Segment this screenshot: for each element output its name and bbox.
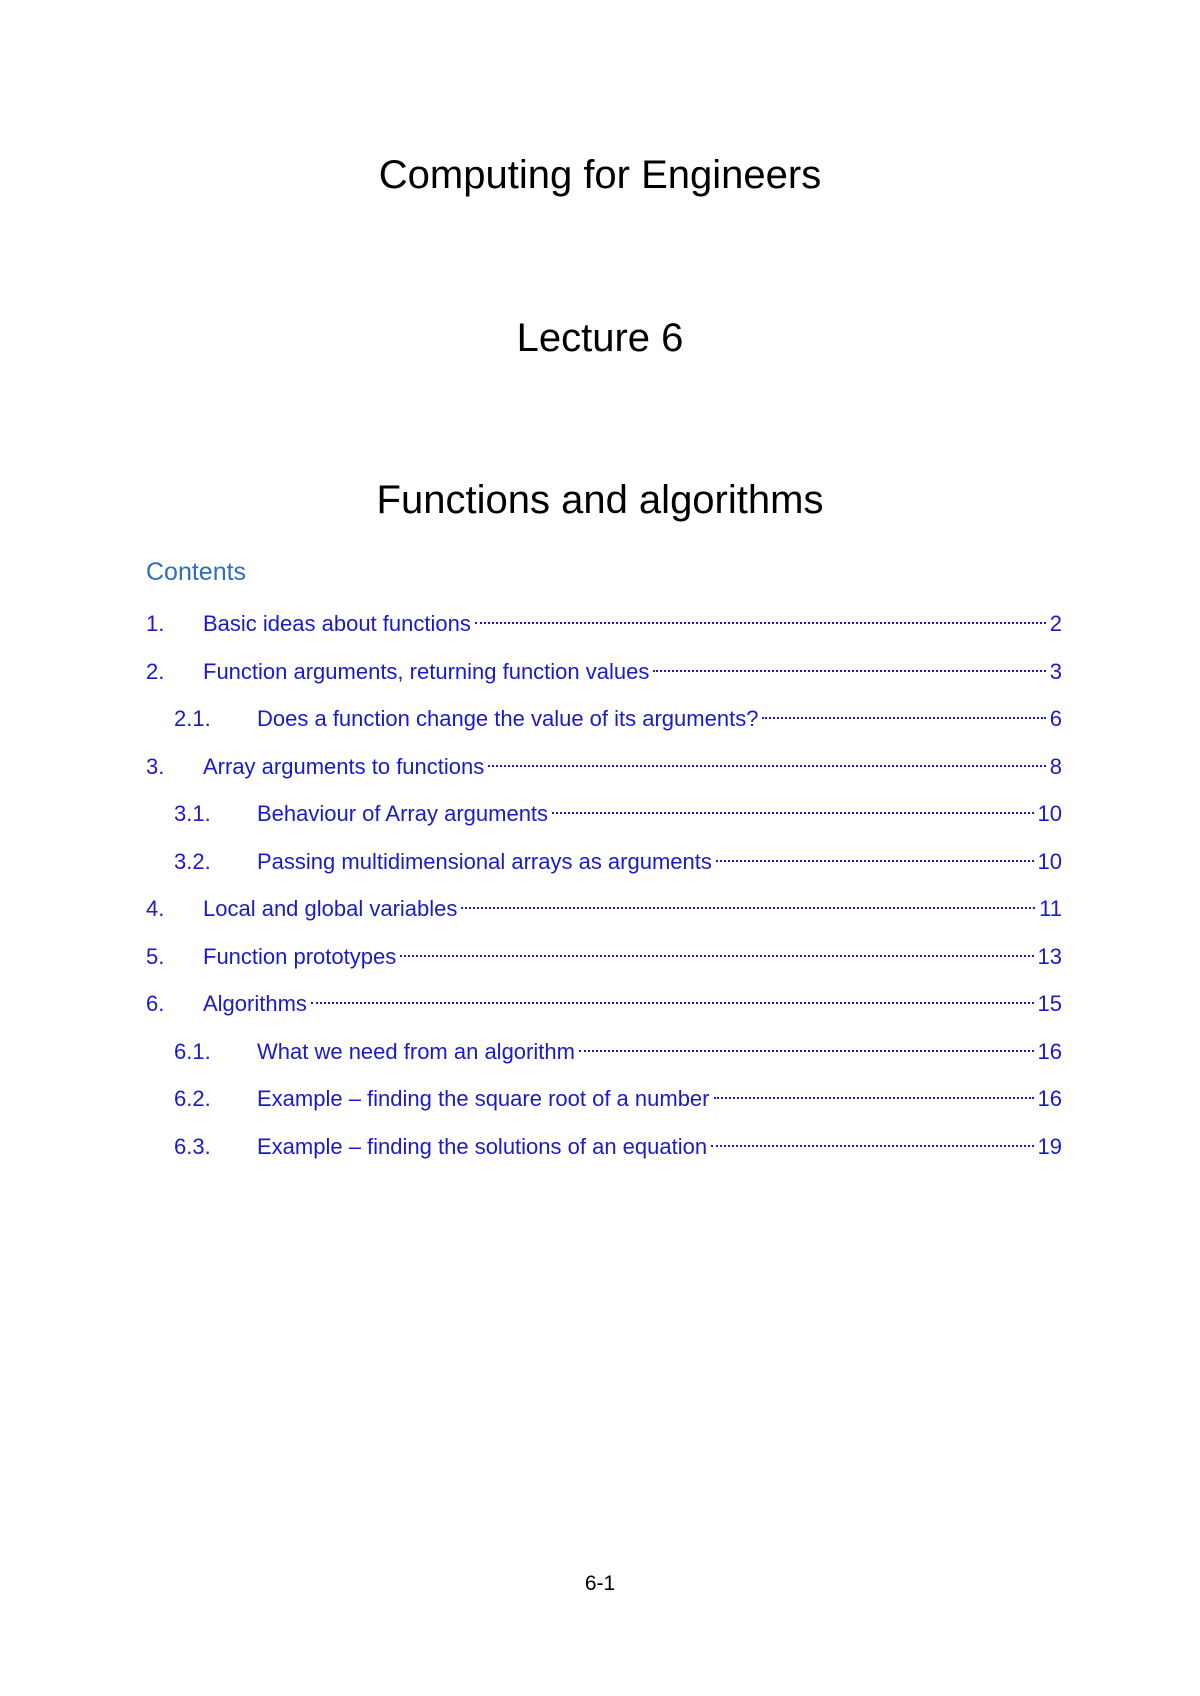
toc-dot-leader — [762, 696, 1045, 726]
toc-entry-page: 13 — [1037, 943, 1062, 969]
toc-entry-number: 2.1. — [174, 706, 211, 731]
toc-dot-leader — [711, 1124, 1033, 1154]
toc-entry-number: 6. — [146, 991, 165, 1016]
toc-entry-title: Function prototypes — [203, 943, 397, 969]
toc-dot-leader — [579, 1029, 1034, 1059]
toc-entry[interactable] — [146, 744, 1062, 792]
toc-dot-leader — [653, 649, 1045, 679]
toc-entry-number: 3.1. — [174, 801, 211, 826]
toc-entry-title: Behaviour of Array arguments — [257, 801, 549, 826]
toc-entry-number: 6.2. — [174, 1086, 211, 1111]
toc-entry[interactable] — [146, 696, 1062, 744]
toc-entry[interactable] — [146, 601, 1062, 649]
toc-entry[interactable] — [146, 981, 1062, 1029]
toc-entry-title: Local and global variables — [203, 896, 458, 921]
toc-entry-number: 3. — [146, 753, 165, 779]
toc-entry-number: 6.1. — [174, 1038, 211, 1064]
toc-dot-leader — [461, 886, 1035, 916]
document-title: Computing for Engineers — [378, 153, 822, 197]
toc-entry-page: 16 — [1037, 1038, 1062, 1064]
toc-entry-page: 8 — [1049, 753, 1062, 779]
toc-entry[interactable] — [146, 934, 1062, 982]
toc-entry-number: 2. — [146, 658, 165, 684]
toc-entry-title: Basic ideas about functions — [203, 611, 471, 636]
toc-entry-number: 6.3. — [174, 1133, 211, 1159]
toc-dot-leader — [716, 839, 1034, 869]
toc-dot-leader — [552, 791, 1033, 821]
toc-entry-title: Passing multidimensional arrays as arguments — [257, 848, 712, 874]
toc-dot-leader — [714, 1076, 1034, 1106]
toc-entry[interactable] — [146, 649, 1062, 697]
toc-entry-title: Function arguments, returning function values — [203, 658, 650, 684]
toc-entry-page: 19 — [1037, 1133, 1062, 1159]
toc-dot-leader — [488, 744, 1046, 774]
toc-dot-leader — [400, 934, 1033, 964]
toc-entry-title: Array arguments to functions — [203, 753, 485, 779]
contents-heading: Contents — [146, 558, 247, 586]
lecture-topic: Functions and algorithms — [376, 478, 824, 522]
page-number: 6-1 — [584, 1572, 616, 1595]
toc-entry-page: 11 — [1039, 896, 1062, 921]
toc-entry-title: Example – finding the solutions of an equation — [257, 1133, 708, 1159]
toc-entry-page: 16 — [1037, 1086, 1062, 1111]
toc-entry-number: 5. — [146, 943, 165, 969]
toc-entry-page: 2 — [1049, 611, 1062, 636]
toc-entry-number: 4. — [146, 896, 165, 921]
toc-entry-page: 10 — [1037, 801, 1062, 826]
toc-entry[interactable] — [146, 839, 1062, 887]
toc-dot-leader — [475, 601, 1046, 631]
toc-entry-number: 3.2. — [174, 848, 211, 874]
toc-entry-page: 6 — [1049, 706, 1062, 731]
lecture-number: Lecture 6 — [516, 316, 684, 360]
toc-dot-leader — [311, 981, 1034, 1011]
toc-entry[interactable] — [146, 1124, 1062, 1172]
toc-entry-title: Does a function change the value of its arguments? — [257, 706, 759, 731]
toc-entry-title: Example – finding the square root of a number — [257, 1086, 710, 1111]
toc-entry-number: 1. — [146, 611, 165, 636]
toc-entry-page: 3 — [1049, 658, 1062, 684]
toc-entry[interactable] — [146, 1076, 1062, 1124]
toc-entry[interactable] — [146, 886, 1062, 934]
toc-entry[interactable] — [146, 791, 1062, 839]
toc-entry-title: Algorithms — [203, 991, 307, 1016]
toc-entry-page: 15 — [1037, 991, 1062, 1016]
toc-entry-page: 10 — [1037, 848, 1062, 874]
table-of-contents — [146, 601, 1062, 1171]
toc-entry[interactable] — [146, 1029, 1062, 1077]
toc-entry-title: What we need from an algorithm — [257, 1038, 575, 1064]
